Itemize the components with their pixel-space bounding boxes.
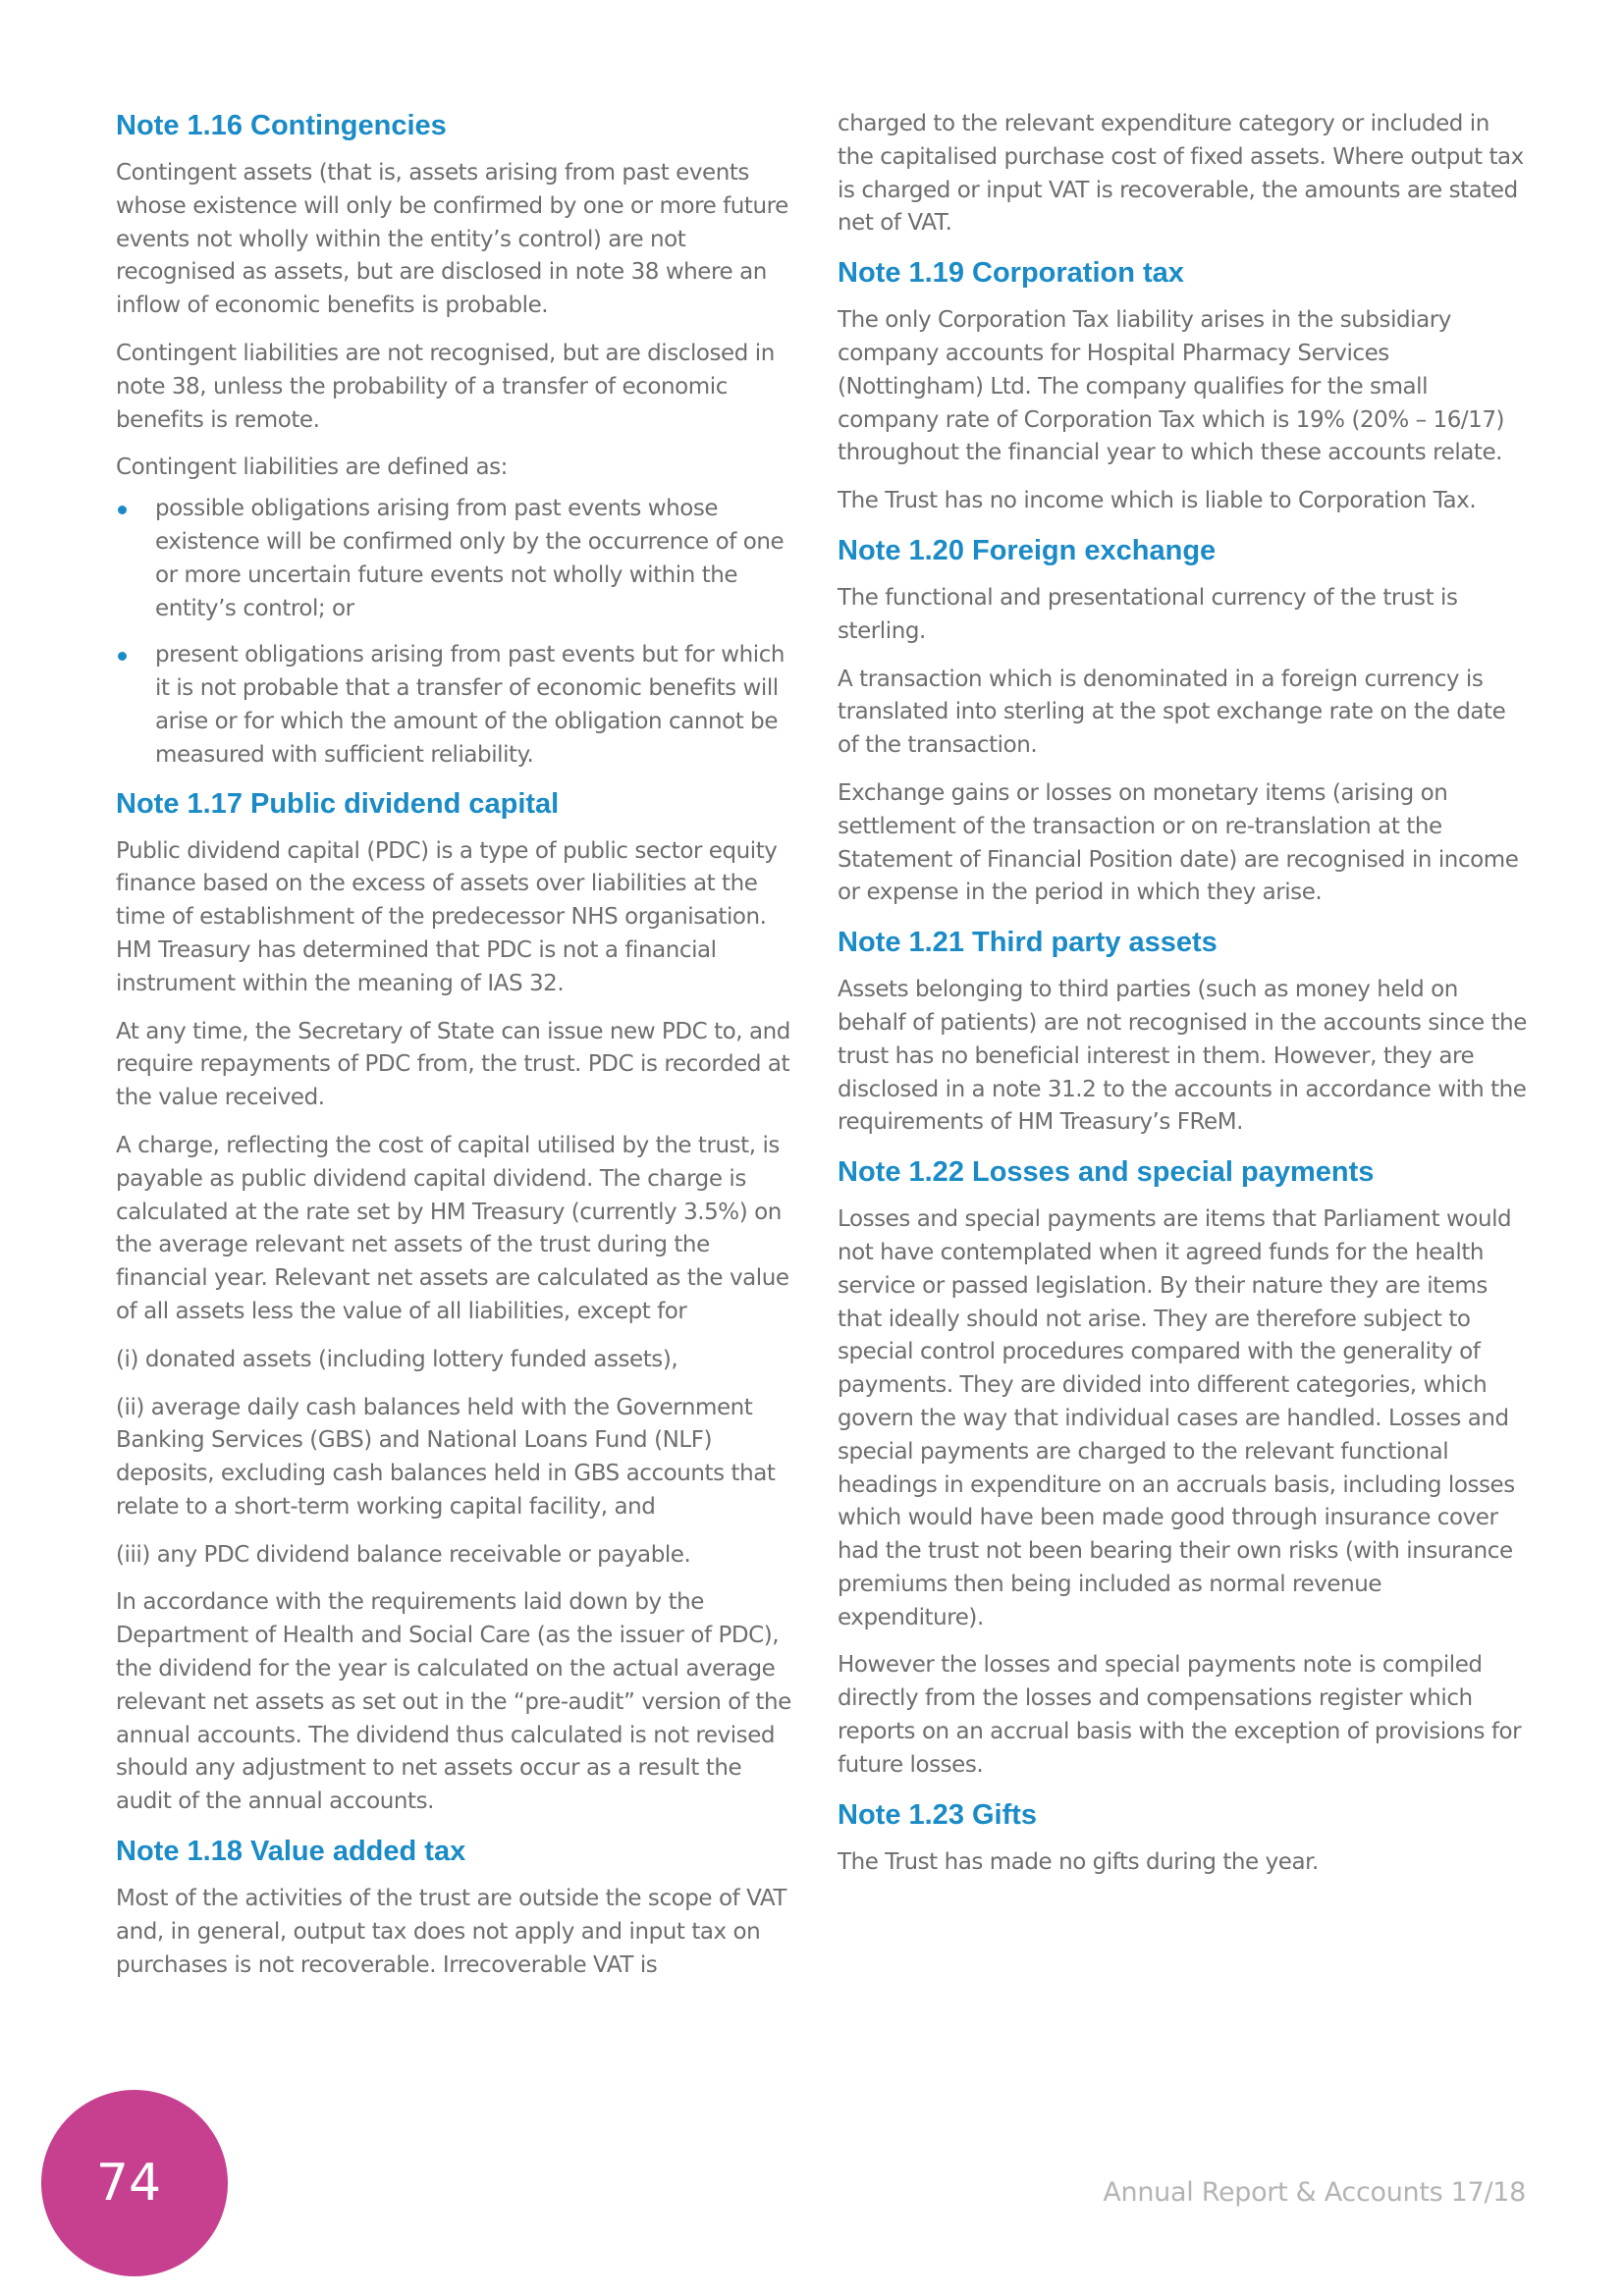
note-1-19-corporation-tax bbox=[838, 255, 1530, 518]
note-1-16-contingencies bbox=[116, 108, 803, 773]
note-heading: Note 1.23 Gifts bbox=[838, 1798, 1038, 1831]
bullet-list bbox=[116, 493, 803, 772]
note-heading: Note 1.20 Foreign exchange bbox=[838, 534, 1217, 566]
note-1-17-public-dividend-capital bbox=[116, 786, 803, 1820]
paragraph: In accordance with the requirements laid down by the Department of Health and Social Care (as the issuer of PDC), the dividend for the year is calculated on the actual average relevant net assets as set out in the “pre-audit” version of the annual accounts. The dividend thus calculated is not revised should any adjustment to net assets occur as a result the audit of the annual accounts. bbox=[116, 1589, 791, 1815]
paragraph: The only Corporation Tax liability arises in the subsidiary company accounts for Hospital Pharmacy Services (Nottingham) Ltd. The company qualifies for the small company rate of Corporation Tax which is 19% (20% – 16/17) throughout the financial year to which these accounts relate. bbox=[838, 307, 1505, 466]
paragraph: However the losses and special payments note is compiled directly from the losses and compensations register which reports on an accrual basis with the exception of provisions for future losses. bbox=[838, 1652, 1522, 1778]
paragraph: A transaction which is denominated in a foreign currency is translated into sterling at the spot exchange rate on the date of the transaction. bbox=[838, 666, 1506, 759]
note-heading: Note 1.17 Public dividend capital bbox=[116, 787, 560, 820]
right-column bbox=[838, 108, 1530, 1894]
paragraph: (i) donated assets (including lottery funded assets), bbox=[116, 1346, 678, 1372]
note-heading: Note 1.18 Value added tax bbox=[116, 1836, 466, 1868]
note-heading: Note 1.21 Third party assets bbox=[838, 927, 1218, 959]
paragraph: Losses and special payments are items that Parliament would not have contemplated when it agreed funds for the health service or passed legislation. By their nature they are items that ideally should not arise. They are therefore subject to special control procedures compared with the generality of payments. They are divided into different categories, which govern the way that individual cases are handled. Losses and special payments are charged to the relevant functional headings in expenditure on an accruals basis, including losses which would have been made good through insurance cover had the trust not been bearing their own risks (with insurance premiums then being included as normal revenue expenditure). bbox=[838, 1206, 1515, 1630]
bullet-text: possible obligations arising from past events whose existence will be confirmed only by the occurrence of one or more uncertain future events not wholly within the entity’s control; or bbox=[155, 496, 785, 621]
paragraph: Contingent assets (that is, assets arising from past events whose existence will only be confirmed by one or more future events not wholly within the entity’s control) are not recognised as assets, but are disclosed in note 38 where an inflow of economic benefits is probable. bbox=[116, 160, 788, 319]
paragraph: Most of the activities of the trust are outside the scope of VAT and, in general, output tax does not apply and input tax on purchases is not recoverable. Irrecoverable VAT is bbox=[116, 1886, 787, 1978]
paragraph: (iii) any PDC dividend balance receivable or payable. bbox=[116, 1541, 691, 1568]
left-column bbox=[116, 108, 803, 1997]
bullet-item bbox=[116, 493, 803, 625]
note-1-18-value-added-tax bbox=[116, 1834, 803, 1982]
bullet-icon bbox=[118, 506, 127, 514]
note-1-23-gifts bbox=[838, 1797, 1530, 1880]
document-title: Annual Report & Accounts 17/18 bbox=[1103, 2177, 1526, 2208]
paragraph: charged to the relevant expenditure category or included in the capitalised purchase cost of fixed assets. Where output tax is charged or input VAT is recoverable, the amounts are stated net of VAT. bbox=[838, 111, 1524, 237]
paragraph: The Trust has made no gifts during the year. bbox=[838, 1848, 1319, 1875]
note-1-18-continued bbox=[838, 108, 1530, 240]
paragraph: Public dividend capital (PDC) is a type of public sector equity finance based on the excess of assets over liabilities at the time of establishment of the predecessor NHS organisation. HM Treasury has determined that PDC is not a financial instrument within the meaning of IAS 32. bbox=[116, 837, 778, 996]
note-heading: Note 1.19 Corporation tax bbox=[838, 257, 1184, 290]
paragraph: A charge, reflecting the cost of capital utilised by the trust, is payable as public dividend capital dividend. The charge is calculated at the rate set by HM Treasury (currently 3.5%) on the average relevant net assets of the trust during the financial year. Relevant net assets are calculated as the value of all assets less the value of all liabilities, except for bbox=[116, 1132, 789, 1324]
note-heading: Note 1.16 Contingencies bbox=[116, 110, 447, 141]
paragraph: Assets belonging to third parties (such as money held on behalf of patients) are not recognised in the accounts since the trust has no beneficial interest in them. However, they are disclosed in a note 31.2 to the accounts in accordance with the requirements of HM Treasury’s FReM. bbox=[838, 977, 1527, 1136]
page-number: 74 bbox=[95, 2154, 162, 2213]
bullet-item bbox=[116, 639, 803, 772]
bullet-text: present obligations arising from past events but for which it is not probable that a transfer of economic benefits will arise or for which the amount of the obligation cannot be measured with sufficient reliability. bbox=[155, 642, 785, 768]
note-heading: Note 1.22 Losses and special payments bbox=[838, 1156, 1375, 1189]
paragraph: At any time, the Secretary of State can issue new PDC to, and require repayments of PDC from, the trust. PDC is recorded at the value received. bbox=[116, 1018, 790, 1111]
paragraph: The Trust has no income which is liable to Corporation Tax. bbox=[838, 488, 1477, 514]
note-1-20-foreign-exchange bbox=[838, 533, 1530, 910]
paragraph: (ii) average daily cash balances held with the Government Banking Services (GBS) and National Loans Fund (NLF) deposits, excluding cash balances held in GBS accounts that relate to a short-term working capital facility, and bbox=[116, 1394, 776, 1520]
paragraph: The functional and presentational currency of the trust is sterling. bbox=[838, 584, 1458, 644]
note-1-22-losses-and-special-payments bbox=[838, 1154, 1530, 1783]
paragraph: Contingent liabilities are not recognised, but are disclosed in note 38, unless the probability of a transfer of economic benefits is remote. bbox=[116, 340, 775, 433]
note-1-21-third-party-assets bbox=[838, 925, 1530, 1140]
bullet-icon bbox=[118, 652, 127, 661]
paragraph: Exchange gains or losses on monetary items (arising on settlement of the transaction or on re-translation at the Statement of Financial Position date) are recognised in income or expense in the period in which they arise. bbox=[838, 779, 1519, 906]
paragraph: Contingent liabilities are defined as: bbox=[116, 454, 508, 481]
